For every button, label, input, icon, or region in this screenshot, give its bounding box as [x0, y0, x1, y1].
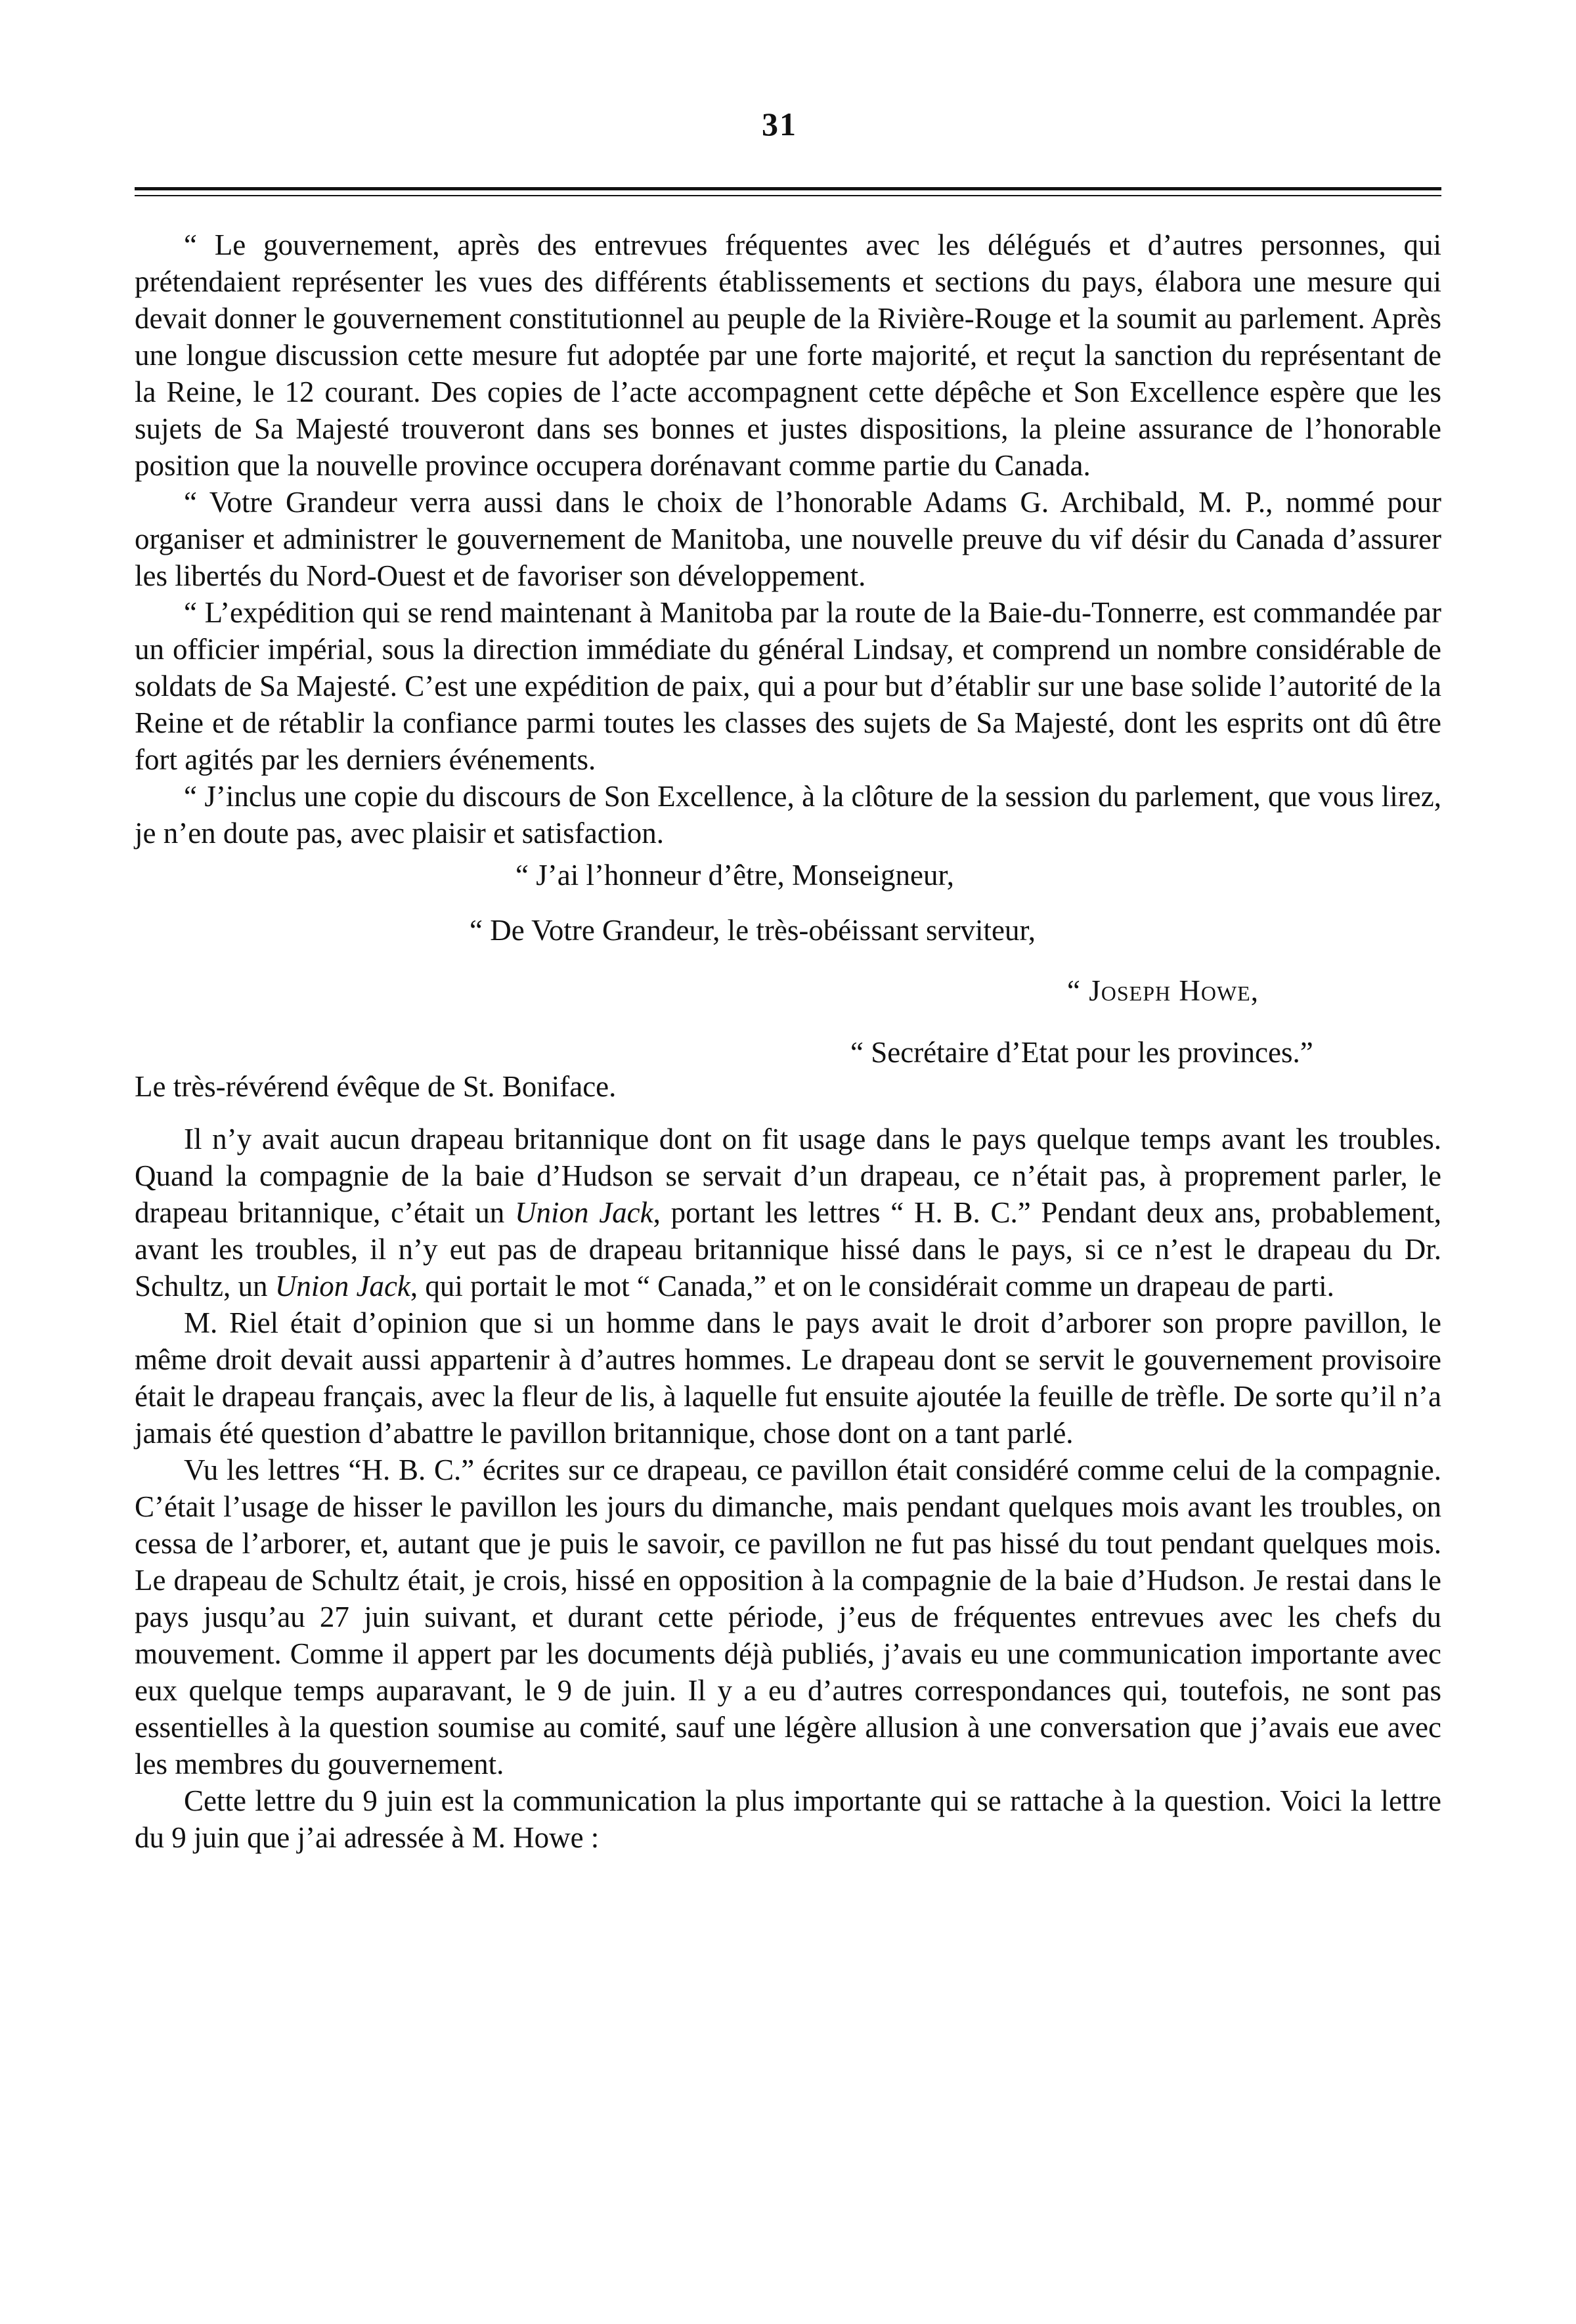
testimony-paragraph-2: M. Riel était d’opinion que si un homme dans le pays avait le droit d’arborer son propre pavillon, le même droit devait aussi appartenir à d’autres hommes. Le drapeau dont se servit le gouvernement provisoire était le drapeau français, avec la fleur de lis, à laquelle fut ensuite ajoutée la feuille de trèfle. De sorte qu’il n’a jamais été question d’abattre le pavillon britannique, chose dont on a tant parlé.: [135, 1306, 1441, 1450]
signature-block: [135, 851, 1441, 1219]
header-rule-thin: [135, 195, 1441, 196]
union-jack-term: Union Jack: [274, 1270, 410, 1302]
header-rule-thick: [135, 187, 1441, 190]
letter-paragraph-2: “ Votre Grandeur verra aussi dans le choix de l’honorable Adams G. Archibald, M. P., nommé pour organiser et administrer le gouvernement de Manitoba, une nouvelle preuve du vif désir du Canada d’assurer les libertés du Nord-Ouest et de favoriser son développement.: [135, 486, 1441, 592]
page-number: 31: [762, 106, 797, 142]
testimony-paragraph-4: Cette lettre du 9 juin est la communication la plus importante qui se rattache à la question. Voici la lettre du 9 juin que j’ai adressée à M. Howe :: [135, 1784, 1441, 1854]
testimony-paragraph-1: Il n’y avait aucun drapeau britannique dont on fit usage dans le pays quelque temps avant les troubles. Quand la compagnie de la baie d’Hudson se servait d’un drapeau, ce n’était pas, à proprement parler, le drapeau britannique, c’était un Union Jack, portant les lettres “ H. B. C.” Pendant deux ans, probablement, avant les troubles, il n’y eut pas de drapeau britannique hissé dans le pays, si ce n’est le drapeau du Dr. Schultz, un Union Jack, qui portait le mot “ Canada,” et on le considérait comme un drapeau de parti.: [135, 1123, 1441, 1302]
letter-paragraph-1: “ Le gouvernement, après des entrevues fréquentes avec les délégués et d’autres personnes, qui prétendaient représenter les vues des différents établissements et sections du pays, élabora une mesure qui devait donner le gouvernement constitutionnel au peuple de la Rivière-Rouge et la soumit au parlement. Après une longue discussion cette mesure fut adoptée par une forte majorité, et reçut la sanction du représentant de la Reine, le 12 courant. Des copies de l’acte accompagnent cette dépêche et Son Excellence espère que les sujets de Sa Majesté trouveront dans ses bonnes et justes dispositions, la pleine assurance de l’honorable position que la nouvelle province occupera dorénavant comme partie du Canada.: [135, 228, 1441, 482]
closing-line-2: “ De Votre Grandeur, le très-obéissant serviteur,: [470, 914, 1036, 947]
letter-paragraph-3: “ L’expédition qui se rend maintenant à Manitoba par la route de la Baie-du-Tonnerre, est commandée par un officier impérial, sous la direction immédiate du général Lindsay, et comprend un nombre considérable de soldats de Sa Majesté. C’est une expédition de paix, qui a pour but d’établir sur une base solide l’autorité de la Reine et de rétablir la confiance parmi toutes les classes des sujets de Sa Majesté, dont les esprits ont dû être fort agités par les derniers événements.: [135, 596, 1441, 776]
signature-title: “ Secrétaire d’Etat pour les provinces.”: [850, 1036, 1313, 1069]
body-text: [135, 226, 1441, 1856]
testimony-paragraph-3: Vu les lettres “H. B. C.” écrites sur ce drapeau, ce pavillon était considéré comme celui de la compagnie. C’était l’usage de hisser le pavillon les jours du dimanche, mais pendant quelques mois avant les troubles, on cessa de l’arborer, et, autant que je puis le savoir, ce pavillon ne fut pas hissé du tout pendant quelques mois. Le drapeau de Schultz était, je crois, hissé en opposition à la compagnie de la baie d’Hudson. Je restai dans le pays jusqu’au 27 juin suivant, et durant cette période, j’eus de fréquentes entrevues avec les chefs du mouvement. Comme il appert par les documents déjà publiés, j’avais eu une communication importante avec eux quelque temps auparavant, le 9 de juin. Il y a eu d’autres correspondances qui, toutefois, ne sont pas essentielles à la question soumise au comité, sauf une légère allusion à une conversation que j’avais eue avec les membres du gouvernement.: [135, 1453, 1441, 1780]
signature-name: “ Joseph Howe,: [1067, 974, 1259, 1007]
union-jack-term: Union Jack: [514, 1196, 653, 1229]
letter-paragraph-4: “ J’inclus une copie du discours de Son Excellence, à la clôture de la session du parlement, que vous lirez, je n’en doute pas, avec plaisir et satisfaction.: [135, 780, 1441, 850]
addressee: Le très-révérend évêque de St. Boniface.: [135, 1070, 617, 1103]
closing-line-1: “ J’ai l’honneur d’être, Monseigneur,: [515, 859, 954, 892]
